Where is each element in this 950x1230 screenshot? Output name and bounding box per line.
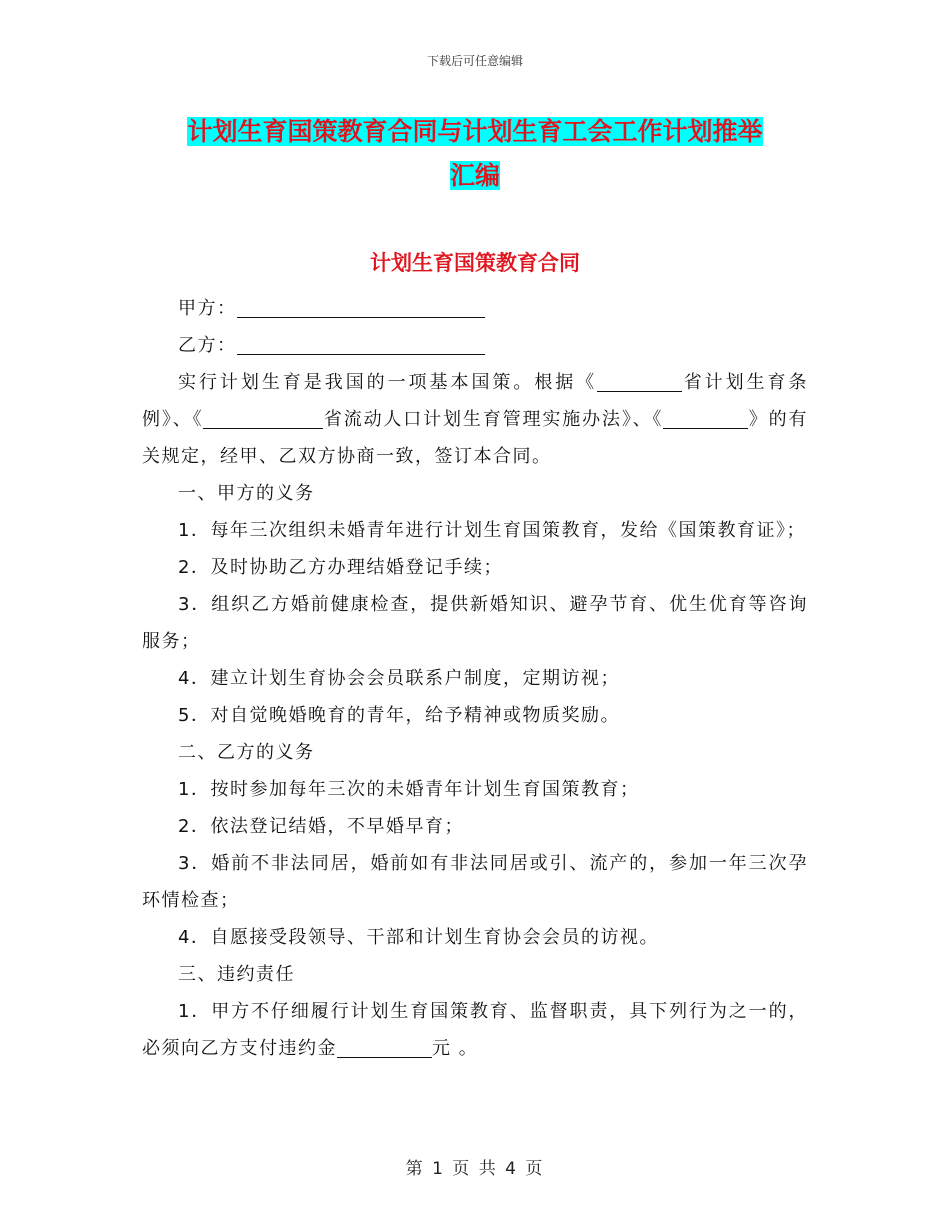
section-title: 计划生育国策教育合同 [370, 251, 580, 275]
list-item: 1．按时参加每年三次的未婚青年计划生育国策教育； [178, 779, 640, 800]
document-title-line1: 计划生育国策教育合同与计划生育工会工作计划推举 [187, 117, 763, 146]
party-a-label: 甲方： [178, 298, 237, 319]
header-note: 下载后可任意编辑 [426, 54, 523, 68]
liability-item [142, 993, 808, 1067]
section-heading: 一、甲方的义务 [178, 483, 315, 504]
intro-paragraph [142, 364, 808, 475]
intro-text-2: 省计划生育条例》、《 [142, 372, 809, 430]
penalty-amount-blank [337, 1037, 432, 1058]
liability-text-2: 元 。 [432, 1038, 479, 1059]
list-item: 2．及时协助乙方办理结婚登记手续； [178, 557, 503, 578]
party-b-label: 乙方： [178, 335, 237, 356]
contract-body [142, 290, 808, 1067]
list-item: 5．对自觉晚婚晚育的青年，给予精神或物质奖励。 [178, 705, 620, 726]
party-a-line [142, 290, 808, 327]
section-heading: 三、违约责任 [178, 964, 295, 985]
intro-text-1: 实行计划生育是我国的一项基本国策。根据《 [178, 372, 598, 393]
list-item: 4．建立计划生育协会会员联系户制度，定期访视； [178, 668, 620, 689]
document-title [140, 110, 810, 198]
list-item: 3．组织乙方婚前健康检查，提供新婚知识、避孕节育、优生优育等咨询服务； [142, 594, 808, 652]
list-item: 1．每年三次组织未婚青年进行计划生育国策教育，发给《国策教育证》； [178, 520, 806, 541]
intro-text-4: 》的有关规定，经甲、乙双方协商一致，签订本合同。 [142, 409, 809, 467]
page-footer: 第 1 页 共 4 页 [405, 1159, 545, 1179]
party-b-line [142, 327, 808, 364]
intro-text-3: 省流动人口计划生育管理实施办法》、《 [323, 409, 664, 430]
section-heading: 二、乙方的义务 [178, 742, 315, 763]
document-title-line2: 汇编 [449, 161, 500, 190]
party-b-blank [237, 334, 485, 355]
province-blank-2 [203, 408, 323, 429]
list-item: 4．自愿接受段领导、干部和计划生育协会会员的访视。 [178, 927, 659, 948]
province-blank-1 [597, 371, 682, 392]
party-a-blank [237, 297, 485, 318]
liability-text-1: 1．甲方不仔细履行计划生育国策教育、监督职责，具下列行为之一的，必须向乙方支付违约金 [142, 1001, 808, 1059]
regulation-blank [663, 408, 748, 429]
list-item: 2．依法登记结婚，不早婚早育； [178, 816, 464, 837]
list-item: 3．婚前不非法同居，婚前如有非法同居或引、流产的，参加一年三次孕环情检查； [142, 853, 808, 911]
